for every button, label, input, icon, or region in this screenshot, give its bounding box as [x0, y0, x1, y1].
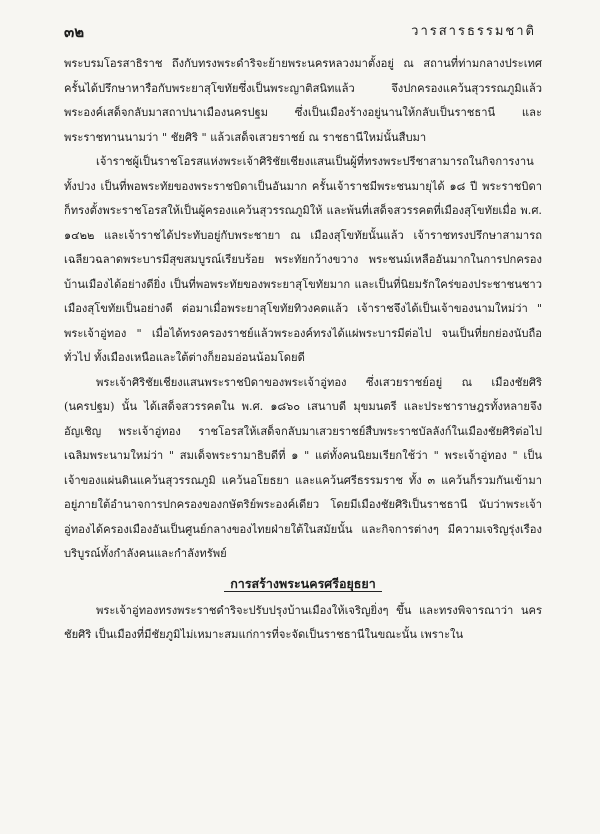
running-head: วารสารธรรมชาติ [411, 24, 536, 39]
paragraph: พระเจ้าอู่ทองทรงพระราชดำริจะปรับปรุงบ้านเมืองให้เจริญยิ่งๆ ขึ้น และทรงพิจารณาว่า นครชัยศิริ เป็นเมืองที่มีชัยภูมิไม่เหมาะสมแก่การที่จะจัดเป็นราชธานีในขณะนั้น เพราะใน [64, 603, 542, 641]
paragraph: พระบรมโอรสาธิราช ถึงกับทรงพระดำริจะย้ายพระนครหลวงมาตั้งอยู่ ณ สถานที่ท่ามกลางประเทศ ครั้นได้ปรึกษาหารือกับพระยาสุโขทัยซึ่งเป็นพระญาติสนิทแล้ว จึงปกครองแคว้นสุวรรณภูมิแล้ว พระองค์เสด็จกลับมาสถาปนาเมืองนครปฐม ซึ่งเป็นเมืองร้างอยู่นานให้กลับเป็นราชธานี และพระราชทานนามว่า " ชัยศิริ " แล้วเสด็จเสวยราชย์ ณ ราชธานีใหม่นั้นสืบมา [64, 57, 542, 144]
paragraph: เจ้าราชผู้เป็นราชโอรสแห่งพระเจ้าศิริชัยเชียงแสนเป็นผู้ที่ทรงพระปรีชาสามารถในกิจการงานทั้งปวง เป็นที่พอพระทัยของพระราชบิดาเป็นอันมาก ครั้นเจ้าราชมีพระชนมายุได้ ๑๘ ปี พระราชบิดาก็ทรงตั้งพระราชโอรสให้เป็นผู้ครองแคว้นสุวรรณภูมิให้ และพ้นที่เสด็จสวรรคตที่เมืองสุโขทัยเมื่อ พ.ศ. ๑๔๒๒ และเจ้าราชได้ประทับอยู่กับพระชายา ณ เมืองสุโขทัยนั้นแล้ว เจ้าราชทรงปรึกษาสามารถเฉลียวฉลาดพระบารมีสุขสมบูรณ์เรียบร้อย พระทัยกว้างขวาง พระชนม์เหลืออันมากในการปกครองบ้านเมืองได้อย่างดียิ่ง เป็นที่พอพระทัยของพระยาสุโขทัยมาก และเป็นที่นิยมรักใคร่ของประชาชนชาวเมืองสุโขทัยเป็นอย่างดี ต่อมาเมื่อพระยาสุโขทัยทิวงคตแล้ว เจ้าราชจึงได้เป็นเจ้าของนามใหม่ว่า " พระเจ้าอู่ทอง " เมื่อได้ทรงครองราชย์แล้วพระองค์ทรงได้แผ่พระบารมีต่อไป จนเป็นที่ยกย่องนับถือทั่วไป ทั้งเมืองเหนือและใต้ต่างก็ยอมอ่อนน้อมโดยดี [64, 155, 542, 364]
page-number: ๓๒ [64, 23, 85, 41]
section-heading-text: การสร้างพระนครศรีอยุธยา [224, 576, 382, 592]
paragraph: พระเจ้าศิริชัยเชียงแสนพระราชบิดาของพระเจ้าอู่ทอง ซึ่งเสวยราชย์อยู่ ณ เมืองชัยศิริ (นครปฐม) นั้น ได้เสด็จสวรรคตใน พ.ศ. ๑๘๖๐ เสนาบดี มุขมนตรี และประชาราษฎรทั้งหลายจึงอัญเชิญ พระเจ้าอู่ทอง ราชโอรสให้เสด็จกลับมาเสวยราชย์สืบพระราชบัลลังก์ในเมืองชัยศิริต่อไป เฉลิมพระนามใหม่ว่า " สมเด็จพระรามาธิบดีที่ ๑ " แต่ทั้งคนนิยมเรียกใช้ว่า " พระเจ้าอู่ทอง " เป็นเจ้าของแผ่นดินแคว้นสุวรรณภูมิ แคว้นอโยธยา และแคว้นศรีธรรมราช ทั้ง ๓ แคว้นก็รวมกันเข้ามาอยู่ภายใต้อำนาจการปกครองของกษัตริย์พระองค์เดียว โดยมีเมืองชัยศิริเป็นราชธานี นับว่าพระเจ้าอู่ทองได้ครองเมืองอันเป็นศูนย์กลางของไทยฝ่ายใต้ในสมัยนั้น และกิจการต่างๆ มีความเจริญรุ่งเรือง บริบูรณ์ทั้งกำลังคนและกำลังทรัพย์ [64, 375, 542, 560]
section-heading [64, 571, 542, 597]
body-text [64, 52, 542, 648]
